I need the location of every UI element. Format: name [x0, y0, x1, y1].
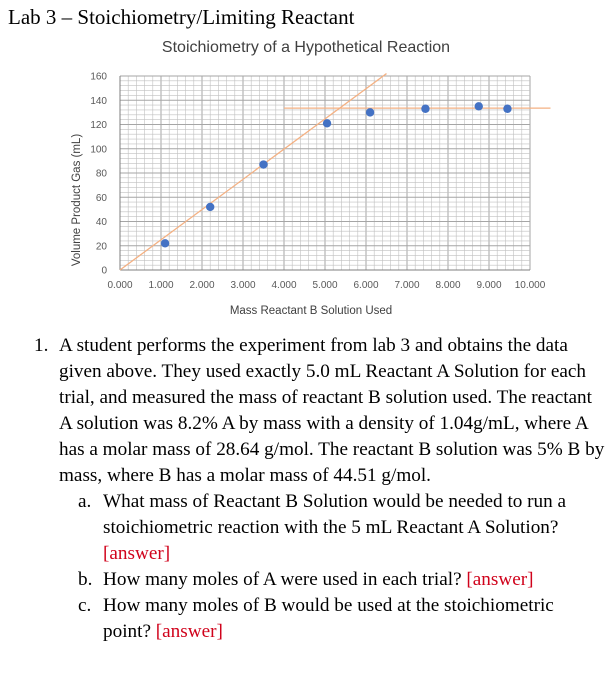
y-axis-label: Volume Product Gas (mL): [71, 133, 83, 267]
x-tick-label: 6.000: [353, 280, 379, 291]
sub-question-text: What mass of Reactant B Solution would be needed to run a stoichiometric reaction with the 5 mL Reactant A Solution?: [103, 491, 567, 538]
chart-title: Stoichiometry of a Hypothetical Reaction: [161, 39, 451, 56]
x-tick-label: 4.000: [271, 280, 297, 291]
y-tick-label: 0: [101, 265, 107, 277]
sub-question-letter: a.: [78, 491, 92, 512]
x-tick-label: 9.000: [476, 280, 502, 291]
x-tick-label: 10.000: [514, 280, 546, 291]
sub-question-b: [78, 567, 606, 593]
x-tick-label: 8.000: [435, 280, 461, 291]
answer-placeholder[interactable]: [answer]: [466, 569, 534, 590]
answer-placeholder[interactable]: [answer]: [155, 621, 223, 642]
sub-question-letter: c.: [78, 595, 92, 616]
y-tick-label: 100: [90, 144, 107, 156]
x-tick-label: 0.000: [107, 280, 133, 291]
question-number: 1.: [34, 335, 49, 356]
data-point: [503, 105, 511, 113]
x-tick-label: 2.000: [189, 280, 215, 291]
data-points: [161, 102, 512, 247]
answer-placeholder[interactable]: [answer]: [103, 543, 171, 564]
x-axis-label: Mass Reactant B Solution Used: [229, 305, 393, 317]
lab-title: Lab 3 – Stoichiometry/Limiting Reactant: [8, 5, 355, 29]
sub-question-letter: b.: [78, 569, 93, 590]
x-tick-label: 1.000: [148, 280, 174, 291]
y-tick-label: 140: [90, 95, 107, 107]
data-point: [323, 119, 331, 127]
scatter-chart: [0, 28, 609, 320]
y-tick-label: 120: [90, 120, 107, 131]
x-tick-label: 7.000: [394, 280, 420, 291]
sub-question-c: [78, 593, 606, 645]
question-text: A student performs the experiment from lab 3 and obtains the data given above. They used exactly 5.0 mL Reactant A Solution for each trial, and measured the mass of reactant B solution used. The reactant A solution was 8.2% A by mass with a density of 1.04g/mL, where A has a molar mass of 28.64 g/mol. The reactant B solution was 5% B by mass, where B has a molar mass of 44.51 g/mol.: [59, 335, 605, 486]
data-point: [206, 203, 214, 211]
grid: [120, 76, 530, 270]
y-tick-label: 160: [90, 71, 107, 83]
x-tick-label: 3.000: [230, 280, 256, 291]
x-tick-label: 5.000: [312, 280, 338, 291]
trendline-linear-rise: [120, 74, 387, 270]
sub-question-text: How many moles of A were used in each trial?: [103, 569, 462, 590]
data-point: [421, 105, 429, 113]
data-point: [161, 239, 169, 247]
sub-question-a: [78, 489, 606, 567]
data-point: [259, 160, 267, 168]
y-tick-label: 60: [95, 192, 107, 204]
trendlines: [120, 74, 551, 270]
data-point: [366, 108, 374, 116]
y-tick-label: 40: [95, 217, 107, 228]
y-tick-label: 20: [95, 241, 107, 253]
sub-question-text: How many moles of B would be used at the stoichiometric point?: [103, 595, 554, 642]
data-point: [475, 102, 483, 110]
question-1: [34, 333, 606, 645]
y-tick-label: 80: [95, 168, 107, 180]
